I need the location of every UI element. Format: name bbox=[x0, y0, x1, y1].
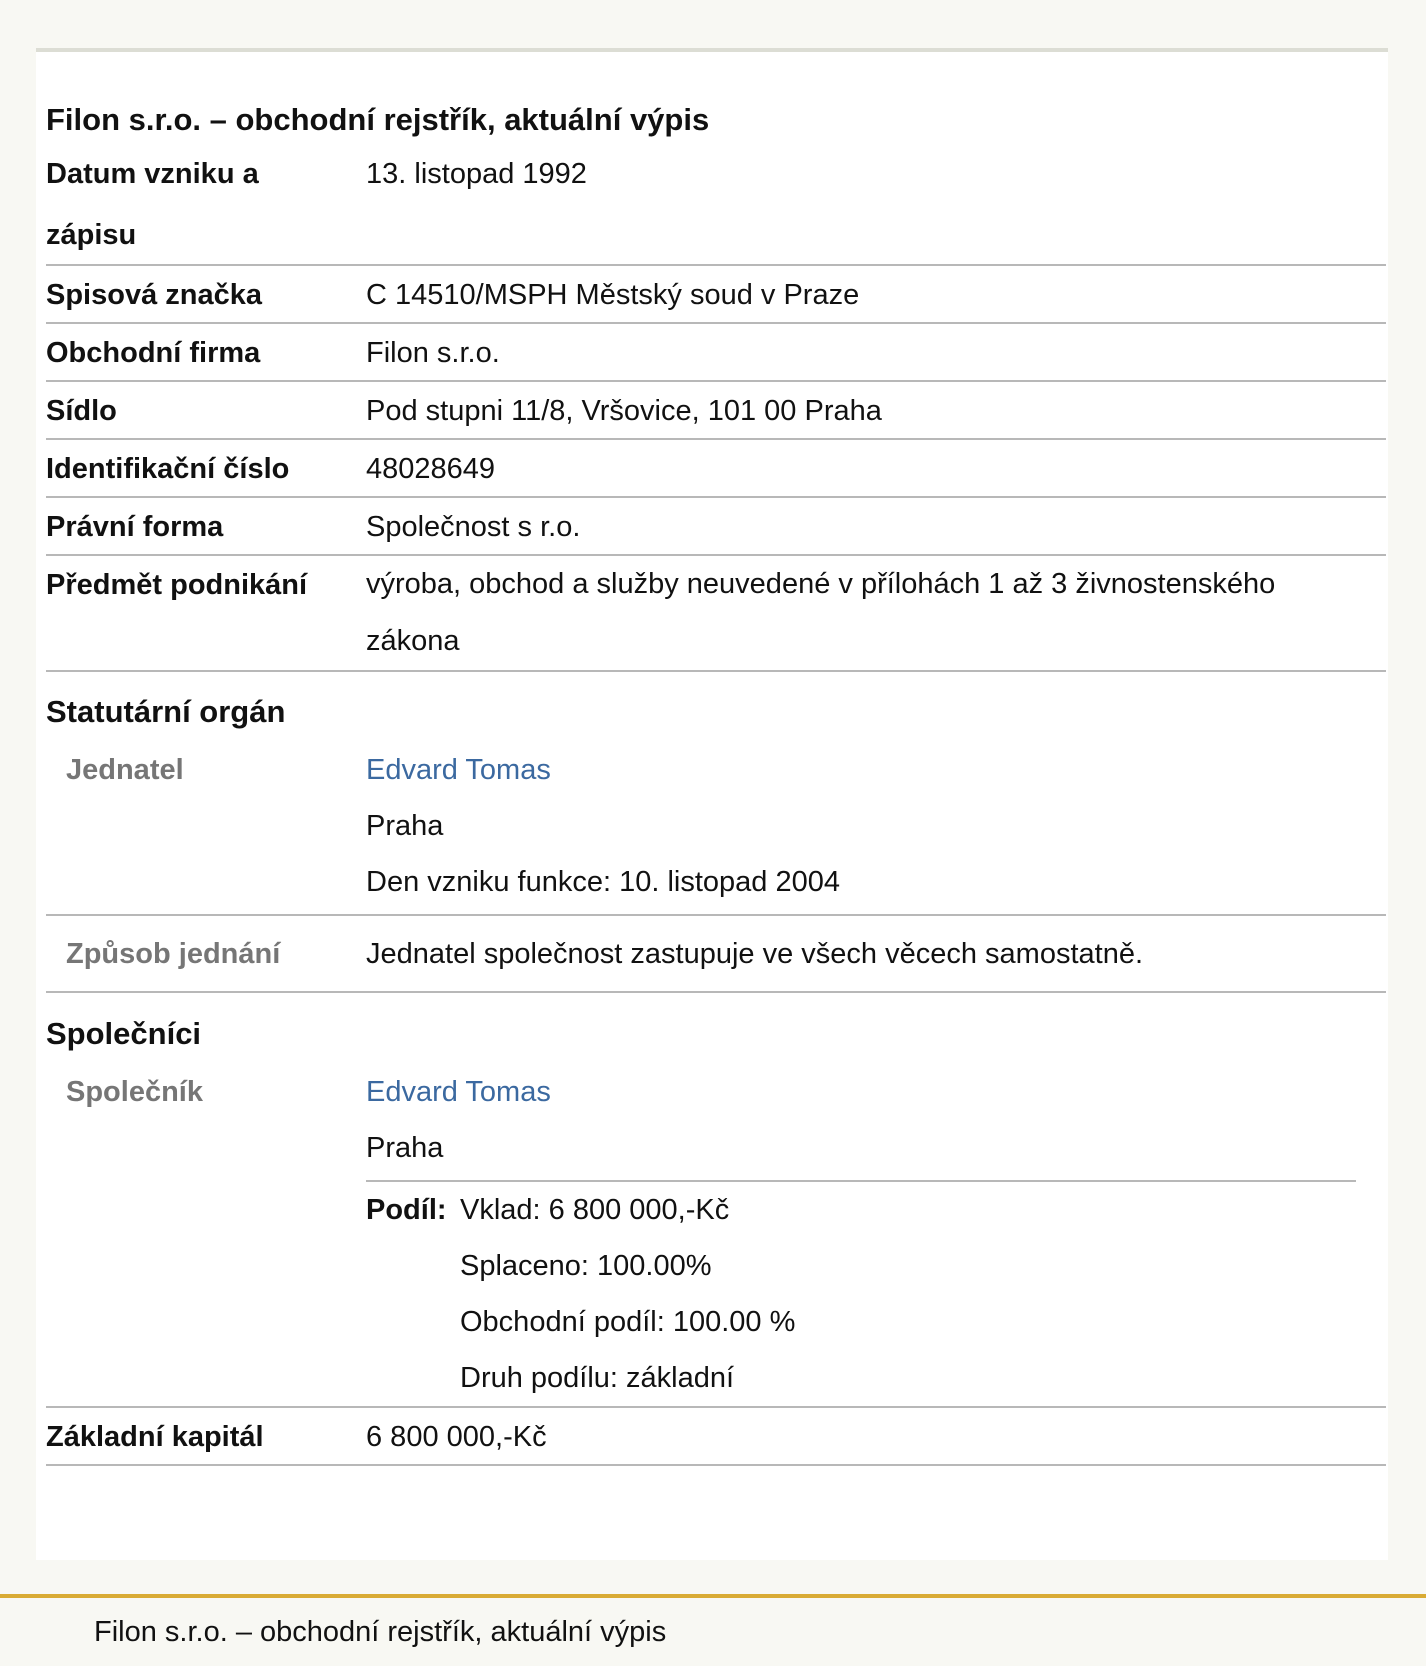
row-zpusob-jednani bbox=[46, 916, 1386, 993]
row-label: Spisová značka bbox=[46, 279, 262, 311]
row-spisova-znacka bbox=[46, 266, 1386, 324]
row-label: Základní kapitál bbox=[46, 1421, 264, 1453]
person-city: Praha bbox=[366, 1132, 444, 1164]
row-predmet-podnikani bbox=[46, 556, 1386, 672]
row-value: Filon s.r.o. bbox=[366, 337, 500, 369]
section-spolecnici: Společníci bbox=[46, 1016, 202, 1051]
row-value bbox=[366, 742, 840, 910]
podil-splaceno: Splaceno: 100.00% bbox=[460, 1250, 712, 1282]
row-label: Identifikační číslo bbox=[46, 453, 290, 485]
page-title: Filon s.r.o. – obchodní rejstřík, aktuální výpis bbox=[46, 102, 710, 137]
row-label: Právní forma bbox=[46, 511, 224, 543]
row-identifikacni-cislo bbox=[46, 440, 1386, 498]
registry-card bbox=[36, 48, 1388, 1560]
row-label: Sídlo bbox=[46, 395, 117, 427]
podil-details bbox=[460, 1182, 795, 1406]
row-jednatel bbox=[46, 742, 1386, 916]
row-zakladni-kapital bbox=[46, 1408, 1386, 1466]
row-label: Společník bbox=[66, 1076, 203, 1108]
row-value: C 14510/MSPH Městský soud v Praze bbox=[366, 279, 860, 311]
section-statutarni-organ: Statutární orgán bbox=[46, 694, 286, 729]
row-label: Způsob jednání bbox=[66, 938, 281, 970]
podil-label: Podíl: bbox=[366, 1194, 447, 1226]
function-since: Den vzniku funkce: 10. listopad 2004 bbox=[366, 866, 840, 898]
row-value bbox=[366, 1064, 551, 1176]
row-sidlo bbox=[46, 382, 1386, 440]
row-value: 6 800 000,-Kč bbox=[366, 1421, 547, 1453]
row-spolecnik bbox=[46, 1064, 1386, 1408]
row-obchodni-firma bbox=[46, 324, 1386, 382]
row-label: Datum vzniku a zápisu bbox=[46, 158, 259, 251]
person-city: Praha bbox=[366, 810, 444, 842]
row-value: výroba, obchod a služby neuvedené v přílohách 1 až 3 živnostenského zákona bbox=[366, 568, 1276, 657]
row-label: Obchodní firma bbox=[46, 337, 261, 369]
footer-bar bbox=[0, 1594, 1426, 1666]
row-label: Předmět podnikání bbox=[46, 569, 308, 601]
row-value: Společnost s r.o. bbox=[366, 511, 581, 543]
row-value: 13. listopad 1992 bbox=[366, 158, 587, 190]
row-datum-vzniku bbox=[46, 144, 1386, 266]
row-value: 48028649 bbox=[366, 453, 496, 485]
footer-title: Filon s.r.o. – obchodní rejstřík, aktuální výpis bbox=[94, 1616, 667, 1648]
row-label: Jednatel bbox=[66, 754, 184, 786]
podil-druh: Druh podílu: základní bbox=[460, 1362, 735, 1394]
row-value: Pod stupni 11/8, Vršovice, 101 00 Praha bbox=[366, 395, 882, 427]
row-value: Jednatel společnost zastupuje ve všech věcech samostatně. bbox=[366, 938, 1144, 970]
person-link[interactable]: Edvard Tomas bbox=[366, 1076, 551, 1108]
row-pravni-forma bbox=[46, 498, 1386, 556]
podil-vklad: Vklad: 6 800 000,-Kč bbox=[460, 1194, 730, 1226]
person-link[interactable]: Edvard Tomas bbox=[366, 754, 551, 786]
podil-obchodni: Obchodní podíl: 100.00 % bbox=[460, 1306, 796, 1338]
